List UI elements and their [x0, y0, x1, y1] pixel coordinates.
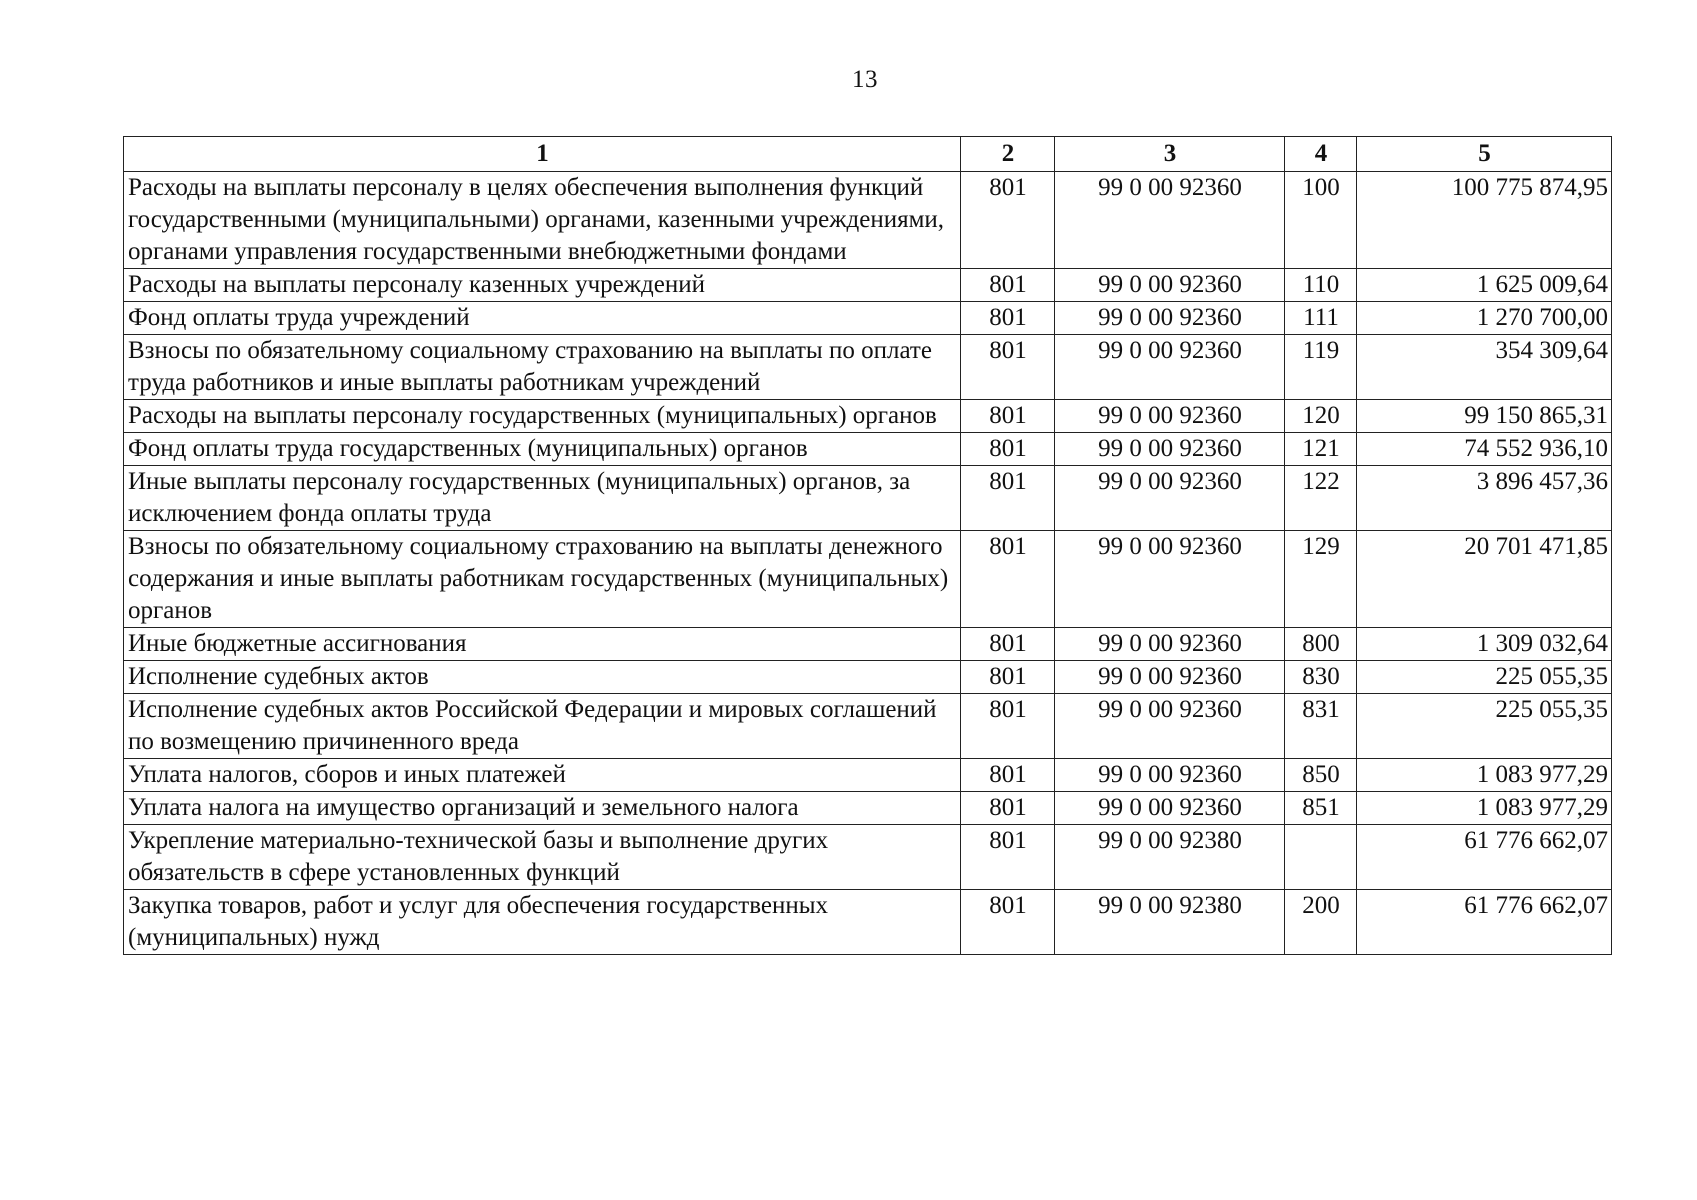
- row-amount: 3 896 457,36: [1357, 466, 1612, 531]
- row-description: Фонд оплаты труда государственных (муниципальных) органов: [124, 433, 961, 466]
- header-col-1: 1: [124, 137, 961, 172]
- row-description: Исполнение судебных актов Российской Федерации и мировых соглашений по возмещению причиненного вреда: [124, 694, 961, 759]
- row-amount: 225 055,35: [1357, 694, 1612, 759]
- row-dept-code: 801: [961, 890, 1055, 955]
- row-description: Уплата налогов, сборов и иных платежей: [124, 759, 961, 792]
- row-expense-type: [1285, 825, 1357, 890]
- row-dept-code: 801: [961, 759, 1055, 792]
- row-target-code: 99 0 00 92360: [1055, 628, 1285, 661]
- row-expense-type: 119: [1285, 335, 1357, 400]
- row-target-code: 99 0 00 92360: [1055, 172, 1285, 269]
- row-dept-code: 801: [961, 792, 1055, 825]
- table-row: [124, 890, 1612, 955]
- row-expense-type: 851: [1285, 792, 1357, 825]
- row-expense-type: 111: [1285, 302, 1357, 335]
- table-body: [124, 172, 1612, 955]
- row-target-code: 99 0 00 92360: [1055, 661, 1285, 694]
- row-amount: 61 776 662,07: [1357, 825, 1612, 890]
- row-description: Расходы на выплаты персоналу государственных (муниципальных) органов: [124, 400, 961, 433]
- row-dept-code: 801: [961, 531, 1055, 628]
- row-amount: 1 270 700,00: [1357, 302, 1612, 335]
- header-row: [124, 137, 1612, 172]
- row-amount: 225 055,35: [1357, 661, 1612, 694]
- row-target-code: 99 0 00 92360: [1055, 433, 1285, 466]
- header-col-4: 4: [1285, 137, 1357, 172]
- row-amount: 99 150 865,31: [1357, 400, 1612, 433]
- row-dept-code: 801: [961, 825, 1055, 890]
- table-row: [124, 302, 1612, 335]
- page-number: 13: [852, 66, 878, 93]
- header-col-3: 3: [1055, 137, 1285, 172]
- row-description: Укрепление материально-технической базы и выполнение других обязательств в сфере установленных функций: [124, 825, 961, 890]
- row-dept-code: 801: [961, 466, 1055, 531]
- row-amount: 61 776 662,07: [1357, 890, 1612, 955]
- row-target-code: 99 0 00 92360: [1055, 466, 1285, 531]
- row-dept-code: 801: [961, 269, 1055, 302]
- table-row: [124, 759, 1612, 792]
- row-target-code: 99 0 00 92360: [1055, 400, 1285, 433]
- row-expense-type: 121: [1285, 433, 1357, 466]
- table-row: [124, 269, 1612, 302]
- table-header: [124, 137, 1612, 172]
- row-amount: 20 701 471,85: [1357, 531, 1612, 628]
- row-amount: 354 309,64: [1357, 335, 1612, 400]
- row-amount: 1 625 009,64: [1357, 269, 1612, 302]
- row-dept-code: 801: [961, 302, 1055, 335]
- row-description: Расходы на выплаты персоналу в целях обеспечения выполнения функций государственными (муниципальными) органами, казенными учреждениями, органами управления государственными внебюджетными фондами: [124, 172, 961, 269]
- row-expense-type: 800: [1285, 628, 1357, 661]
- row-expense-type: 100: [1285, 172, 1357, 269]
- header-col-2: 2: [961, 137, 1055, 172]
- row-target-code: 99 0 00 92380: [1055, 825, 1285, 890]
- row-expense-type: 129: [1285, 531, 1357, 628]
- row-target-code: 99 0 00 92360: [1055, 269, 1285, 302]
- table-row: [124, 531, 1612, 628]
- row-target-code: 99 0 00 92360: [1055, 302, 1285, 335]
- row-description: Расходы на выплаты персоналу казенных учреждений: [124, 269, 961, 302]
- row-amount: 74 552 936,10: [1357, 433, 1612, 466]
- row-description: Закупка товаров, работ и услуг для обеспечения государственных (муниципальных) нужд: [124, 890, 961, 955]
- table-row: [124, 792, 1612, 825]
- row-dept-code: 801: [961, 628, 1055, 661]
- row-target-code: 99 0 00 92360: [1055, 694, 1285, 759]
- table-row: [124, 628, 1612, 661]
- row-description: Иные бюджетные ассигнования: [124, 628, 961, 661]
- row-description: Фонд оплаты труда учреждений: [124, 302, 961, 335]
- row-dept-code: 801: [961, 172, 1055, 269]
- row-dept-code: 801: [961, 694, 1055, 759]
- row-dept-code: 801: [961, 335, 1055, 400]
- row-dept-code: 801: [961, 661, 1055, 694]
- row-amount: 100 775 874,95: [1357, 172, 1612, 269]
- table-row: [124, 433, 1612, 466]
- row-expense-type: 110: [1285, 269, 1357, 302]
- row-amount: 1 083 977,29: [1357, 792, 1612, 825]
- row-expense-type: 850: [1285, 759, 1357, 792]
- row-description: Взносы по обязательному социальному страхованию на выплаты денежного содержания и иные выплаты работникам государственных (муниципальных) органов: [124, 531, 961, 628]
- table-row: [124, 172, 1612, 269]
- table-row: [124, 661, 1612, 694]
- row-target-code: 99 0 00 92380: [1055, 890, 1285, 955]
- row-expense-type: 830: [1285, 661, 1357, 694]
- row-dept-code: 801: [961, 400, 1055, 433]
- row-dept-code: 801: [961, 433, 1055, 466]
- table-row: [124, 825, 1612, 890]
- table-row: [124, 400, 1612, 433]
- row-target-code: 99 0 00 92360: [1055, 531, 1285, 628]
- row-expense-type: 122: [1285, 466, 1357, 531]
- row-amount: 1 083 977,29: [1357, 759, 1612, 792]
- row-description: Исполнение судебных актов: [124, 661, 961, 694]
- row-description: Взносы по обязательному социальному страхованию на выплаты по оплате труда работников и иные выплаты работникам учреждений: [124, 335, 961, 400]
- budget-table: [123, 136, 1612, 955]
- table-row: [124, 335, 1612, 400]
- table-row: [124, 694, 1612, 759]
- row-target-code: 99 0 00 92360: [1055, 792, 1285, 825]
- header-col-5: 5: [1357, 137, 1612, 172]
- row-target-code: 99 0 00 92360: [1055, 759, 1285, 792]
- row-target-code: 99 0 00 92360: [1055, 335, 1285, 400]
- row-expense-type: 200: [1285, 890, 1357, 955]
- row-expense-type: 120: [1285, 400, 1357, 433]
- row-expense-type: 831: [1285, 694, 1357, 759]
- row-amount: 1 309 032,64: [1357, 628, 1612, 661]
- row-description: Уплата налога на имущество организаций и земельного налога: [124, 792, 961, 825]
- table-row: [124, 466, 1612, 531]
- row-description: Иные выплаты персоналу государственных (муниципальных) органов, за исключением фонда оплаты труда: [124, 466, 961, 531]
